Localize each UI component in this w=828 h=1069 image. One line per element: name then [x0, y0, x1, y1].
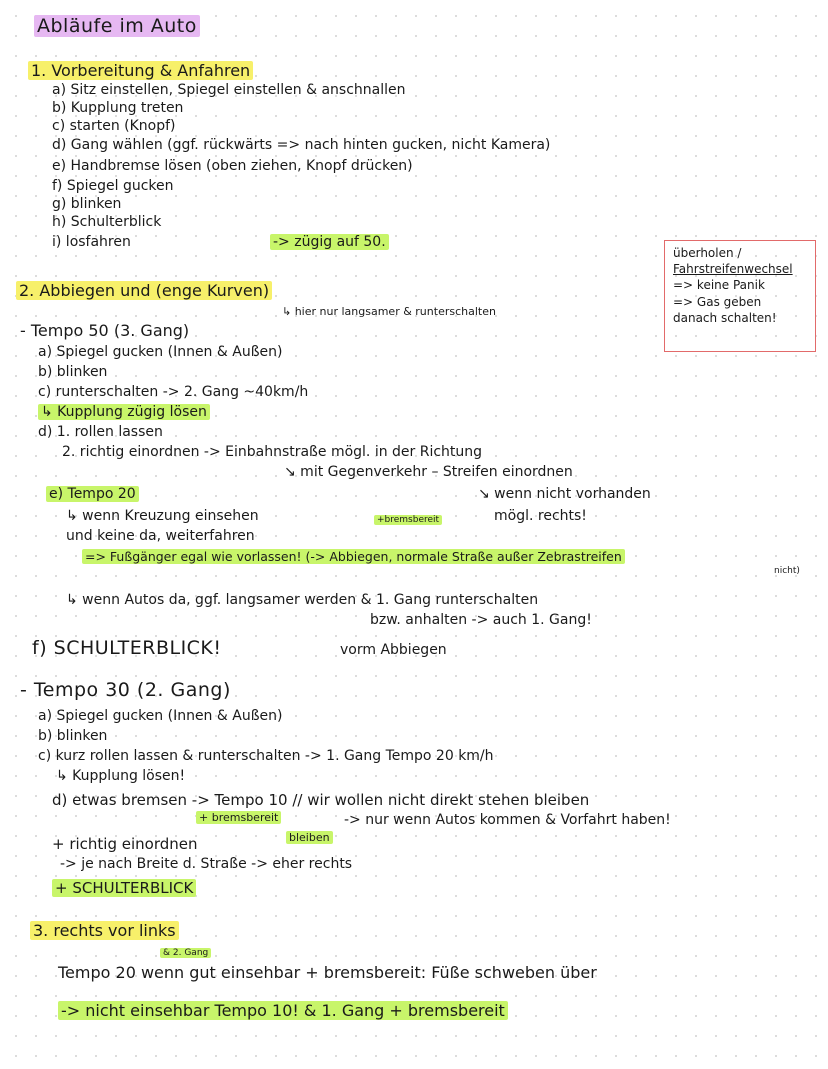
t30-d-sub3: bleiben — [286, 832, 333, 845]
s1-item-f: f) Spiegel gucken — [52, 178, 174, 194]
sidebox-line-5: danach schalten! — [673, 310, 777, 325]
t50-e4: ↳ wenn Autos da, ggf. langsamer werden & 1. Gang runterschalten — [66, 592, 539, 608]
section-2-heading: 2. Abbiegen und (enge Kurven) — [16, 282, 272, 300]
t50-d2d: mögl. rechts! — [494, 508, 587, 524]
s3-gang-note: & 2. Gang — [160, 948, 211, 958]
s1-item-h: h) Schulterblick — [52, 214, 162, 230]
sidebox-line-3: => keine Panik — [673, 278, 765, 293]
t50-e1b: +bremsbereit — [374, 515, 442, 525]
s1-item-i: i) losfahren — [52, 234, 131, 250]
t50-a: a) Spiegel gucken (Innen & Außen) — [38, 344, 283, 360]
section-3-heading: 3. rechts vor links — [30, 922, 179, 940]
t50-e2: und keine da, weiterfahren — [66, 528, 255, 544]
t30-a: a) Spiegel gucken (Innen & Außen) — [38, 708, 283, 724]
t30-e2: -> je nach Breite d. Straße -> eher rechts — [60, 856, 353, 872]
t30-e3: + SCHULTERBLICK — [52, 880, 196, 897]
s1-item-a: a) Sitz einstellen, Spiegel einstellen & anschnallen — [52, 82, 406, 98]
t50-b: b) blinken — [38, 364, 108, 380]
t50-d1: d) 1. rollen lassen — [38, 424, 163, 440]
t50-d2b: ↘ mit Gegenverkehr – Streifen einordnen — [284, 464, 573, 480]
t50-c-sub: ↳ Kupplung zügig lösen — [38, 404, 210, 420]
t30-e1: + richtig einordnen — [52, 835, 198, 853]
s1-item-b: b) Kupplung treten — [52, 100, 184, 116]
t50-e: e) Tempo 20 — [46, 486, 139, 502]
t50-f-schulterblick: f) SCHULTERBLICK! — [32, 637, 222, 659]
t50-e3a: => Fußgänger egal wie vorlassen! (-> Abbiegen, normale Straße außer Zebrastreifen — [82, 550, 625, 564]
t50-e5: bzw. anhalten -> auch 1. Gang! — [370, 612, 592, 628]
s1-item-d: d) Gang wählen (ggf. rückwärts => nach hinten gucken, nicht Kamera) — [52, 137, 551, 153]
s3-line-2: -> nicht einsehbar Tempo 10! & 1. Gang + bremsbereit — [58, 1002, 508, 1020]
overtaking-note-box — [664, 240, 816, 352]
s1-item-g: g) blinken — [52, 196, 122, 212]
s1-item-c: c) starten (Knopf) — [52, 118, 176, 134]
tempo30-heading: - Tempo 30 (2. Gang) — [20, 679, 231, 701]
s1-item-e: e) Handbremse lösen (oben ziehen, Knopf drücken) — [52, 158, 413, 174]
t30-d-sub2: -> nur wenn Autos kommen & Vorfahrt haben! — [344, 812, 671, 828]
t50-d2: 2. richtig einordnen -> Einbahnstraße mögl. in der Richtung — [62, 444, 483, 460]
t30-d: d) etwas bremsen -> Tempo 10 // wir wollen nicht direkt stehen bleiben — [52, 791, 590, 809]
sidebox-line-4: => Gas geben — [673, 294, 762, 309]
t30-c: c) kurz rollen lassen & runterschalten -> 1. Gang Tempo 20 km/h — [38, 748, 494, 764]
t50-d2c: ↘ wenn nicht vorhanden — [478, 486, 651, 502]
s1-zuegig-note: -> zügig auf 50. — [270, 234, 389, 250]
t50-f-note: vorm Abbiegen — [340, 642, 447, 658]
t30-d-sub1: + bremsbereit — [196, 812, 281, 825]
t50-c: c) runterschalten -> 2. Gang ~40km/h — [38, 384, 309, 400]
sidebox-line-2: Fahrstreifenwechsel — [673, 262, 793, 277]
t30-b: b) blinken — [38, 728, 108, 744]
s2-subnote: ↳ hier nur langsamer & runterschalten — [282, 305, 496, 318]
t30-c-sub: ↳ Kupplung lösen! — [56, 768, 186, 784]
t50-e1: ↳ wenn Kreuzung einsehen — [66, 508, 259, 524]
section-1-heading: 1. Vorbereitung & Anfahren — [28, 62, 253, 80]
sidebox-line-1: überholen / — [673, 246, 742, 260]
tempo50-heading: - Tempo 50 (3. Gang) — [20, 321, 190, 340]
s3-line-1: Tempo 20 wenn gut einsehbar + bremsbereit: Füße schweben über — [58, 963, 597, 982]
page-title: Abläufe im Auto — [34, 16, 200, 38]
t50-e3b: nicht) — [774, 566, 800, 576]
